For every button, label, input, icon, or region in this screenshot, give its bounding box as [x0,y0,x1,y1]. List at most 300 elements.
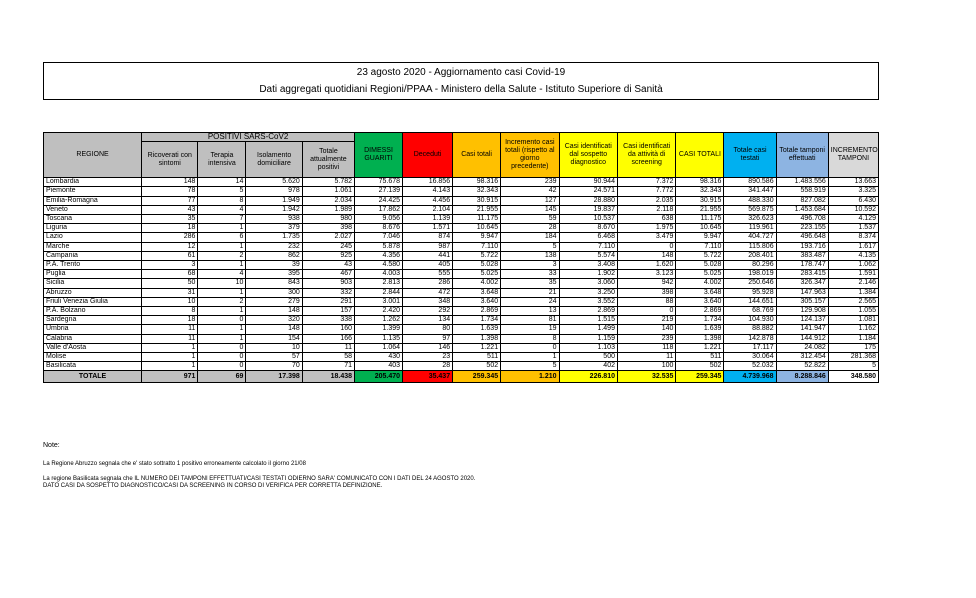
cell-sospetto: 1.515 [559,316,617,325]
col-header-casi-totali-2: CASI TOTALI [676,133,724,178]
cell-incremento-tamponi: 1.162 [828,325,878,334]
cell-tamponi: 326.347 [776,279,828,288]
cell-regione: Lombardia [44,178,142,187]
cell-testati: 80.296 [724,261,776,270]
cell-regione: P.A. Trento [44,261,142,270]
table-row [44,325,879,334]
cell-deceduti: 472 [403,288,453,297]
cell-deceduti: 146 [403,343,453,352]
cell-isolamento: 10 [246,343,302,352]
cell-totale-positivi: 925 [302,251,354,260]
col-header-dimessi: DIMESSI GUARITI [355,133,403,178]
cell-ricoverati: 18 [142,224,198,233]
cell-incremento: 33 [501,270,559,279]
cell-testati: 104.930 [724,316,776,325]
cell-casi-totali: 9.947 [453,233,501,242]
cell-dimessi: 17.862 [355,205,403,214]
cell-totale-positivi: 1.061 [302,187,354,196]
cell-dimessi: 5.878 [355,242,403,251]
table-row [44,215,879,224]
cell-incremento-tamponi: 1.055 [828,307,878,316]
cell-terapia: 2 [198,251,246,260]
cell-sospetto: 3.408 [559,261,617,270]
cell-regione: Umbria [44,325,142,334]
cell-deceduti: 1.571 [403,224,453,233]
cell-isolamento: 938 [246,215,302,224]
cell-incremento-tamponi: 1.081 [828,316,878,325]
cell-screening: 2.035 [617,196,675,205]
cell-terapia: 0 [198,353,246,362]
cell-casi-totali-2: 2.869 [676,307,724,316]
cell-testati: 88.882 [724,325,776,334]
cell-deceduti: 555 [403,270,453,279]
cell-dimessi: 75.678 [355,178,403,187]
cell-tamponi: 1.453.684 [776,205,828,214]
cell-incremento: 3 [501,261,559,270]
cell-tamponi: 124.137 [776,316,828,325]
cell-casi-totali: 98.316 [453,178,501,187]
cell-casi-totali-2: 10.645 [676,224,724,233]
cell-casi-totali: 7.110 [453,242,501,251]
cell-totale-positivi: 166 [302,334,354,343]
cell-dimessi: 403 [355,362,403,371]
table-row [44,187,879,196]
cell-incremento: 42 [501,187,559,196]
cell-incremento: 59 [501,215,559,224]
cell-ricoverati: 11 [142,334,198,343]
cell-tamponi: 129.908 [776,307,828,316]
col-header-deceduti: Deceduti [403,133,453,178]
table-row [44,343,879,352]
col-header-incremento-tamponi: INCREMENTO TAMPONI [828,133,878,178]
positivi-group-header: POSITIVI SARS-CoV2 [142,133,355,142]
table-row [44,316,879,325]
cell-casi-totali-2: 98.316 [676,178,724,187]
cell-totale-positivi: 903 [302,279,354,288]
cell-tamponi: 827.082 [776,196,828,205]
cell-ricoverati: 1 [142,343,198,352]
cell-screening: 7.772 [617,187,675,196]
cell-casi-totali-2: 21.955 [676,205,724,214]
cell-terapia: 5 [198,187,246,196]
cell-tamponi: 496.708 [776,215,828,224]
cell-tamponi: 24.082 [776,343,828,352]
cell-regione: P.A. Bolzano [44,307,142,316]
cell-sospetto: 3.060 [559,279,617,288]
cell-tamponi: 193.716 [776,242,828,251]
cell-totale-positivi: 467 [302,270,354,279]
cell-sospetto: 7.110 [559,242,617,251]
cell-regione: Sardegna [44,316,142,325]
cell-incremento-tamponi: 281.368 [828,353,878,362]
cell-dimessi: 4.356 [355,251,403,260]
cell-isolamento: 148 [246,307,302,316]
cell-tamponi: 558.919 [776,187,828,196]
cell-ricoverati: 8 [142,307,198,316]
cell-incremento-tamponi: 5 [828,362,878,371]
total-cell-tamponi: 8.288.846 [776,371,828,383]
cell-incremento-tamponi: 8.374 [828,233,878,242]
cell-incremento-tamponi: 6.430 [828,196,878,205]
cell-sospetto: 90.944 [559,178,617,187]
table-row [44,307,879,316]
cell-regione: Marche [44,242,142,251]
cell-testati: 17.117 [724,343,776,352]
cell-deceduti: 987 [403,242,453,251]
cell-incremento-tamponi: 1.617 [828,242,878,251]
cell-casi-totali-2: 3.648 [676,288,724,297]
cell-casi-totali-2: 7.110 [676,242,724,251]
cell-casi-totali-2: 5.025 [676,270,724,279]
cell-incremento: 5 [501,242,559,251]
cell-screening: 0 [617,242,675,251]
table-row [44,261,879,270]
cell-casi-totali: 5.025 [453,270,501,279]
col-header-tamponi: Totale tamponi effettuati [776,133,828,178]
col-header-screening: Casi identificati da attività di screening [617,133,675,178]
table-row [44,224,879,233]
report-date-title: 23 agosto 2020 - Aggiornamento casi Covid-19 [356,67,566,78]
cell-deceduti: 292 [403,307,453,316]
cell-totale-positivi: 58 [302,353,354,362]
col-header-terapia: Terapia intensiva [198,142,246,178]
cell-isolamento: 57 [246,353,302,362]
cell-screening: 11 [617,353,675,362]
cell-regione: Sicilia [44,279,142,288]
cell-deceduti: 97 [403,334,453,343]
cell-terapia: 0 [198,362,246,371]
cell-deceduti: 441 [403,251,453,260]
cell-dimessi: 1.135 [355,334,403,343]
cell-casi-totali: 1.398 [453,334,501,343]
report-title-box [43,62,879,100]
cell-testati: 30.064 [724,353,776,362]
cell-tamponi: 1.483.556 [776,178,828,187]
cell-dimessi: 24.425 [355,196,403,205]
cell-casi-totali: 10.645 [453,224,501,233]
cell-casi-totali-2: 30.915 [676,196,724,205]
cell-ricoverati: 1 [142,362,198,371]
cell-totale-positivi: 71 [302,362,354,371]
total-cell-totale-positivi: 18.438 [302,371,354,383]
cell-incremento-tamponi: 1.591 [828,270,878,279]
cell-dimessi: 1.262 [355,316,403,325]
cell-incremento-tamponi: 1.062 [828,261,878,270]
cell-isolamento: 148 [246,325,302,334]
cell-terapia: 6 [198,233,246,242]
cell-deceduti: 405 [403,261,453,270]
cell-incremento-tamponi: 3.325 [828,187,878,196]
cell-sospetto: 1.902 [559,270,617,279]
cell-ricoverati: 78 [142,187,198,196]
notes-section [43,442,643,490]
cell-sospetto: 3.250 [559,288,617,297]
cell-deceduti: 1.139 [403,215,453,224]
cell-dimessi: 4.580 [355,261,403,270]
cell-totale-positivi: 43 [302,261,354,270]
cell-screening: 0 [617,307,675,316]
col-header-incremento: Incremento casi totali (rispetto al giorno precedente) [501,133,559,178]
cell-totale-positivi: 2.027 [302,233,354,242]
cell-terapia: 4 [198,205,246,214]
cell-casi-totali-2: 32.343 [676,187,724,196]
cell-incremento: 145 [501,205,559,214]
cell-isolamento: 232 [246,242,302,251]
cell-casi-totali: 1.639 [453,325,501,334]
cell-screening: 148 [617,251,675,260]
cell-tamponi: 383.487 [776,251,828,260]
cell-regione: Calabria [44,334,142,343]
cell-casi-totali-2: 1.639 [676,325,724,334]
cell-ricoverati: 50 [142,279,198,288]
table-row [44,297,879,306]
cell-incremento: 239 [501,178,559,187]
cell-incremento: 35 [501,279,559,288]
cell-sospetto: 1.499 [559,325,617,334]
cell-testati: 198.019 [724,270,776,279]
cell-sospetto: 3.552 [559,297,617,306]
cell-incremento-tamponi: 4.129 [828,215,878,224]
total-cell-screening: 32.535 [617,371,675,383]
col-header-totale-positivi: Totale attualmente positivi [302,142,354,178]
table-body [44,178,879,383]
cell-casi-totali: 3.648 [453,288,501,297]
total-cell-casi-totali-2: 259.345 [676,371,724,383]
cell-terapia: 1 [198,325,246,334]
cell-isolamento: 70 [246,362,302,371]
cell-testati: 144.651 [724,297,776,306]
cell-screening: 88 [617,297,675,306]
cell-terapia: 14 [198,178,246,187]
table-row [44,279,879,288]
cell-casi-totali: 5.028 [453,261,501,270]
table-row [44,334,879,343]
cell-deceduti: 874 [403,233,453,242]
cell-testati: 115.806 [724,242,776,251]
cell-terapia: 0 [198,343,246,352]
table-row [44,242,879,251]
cell-terapia: 1 [198,307,246,316]
cell-testati: 52.032 [724,362,776,371]
cell-incremento: 13 [501,307,559,316]
cell-ricoverati: 12 [142,242,198,251]
total-cell-sospetto: 226.810 [559,371,617,383]
cell-deceduti: 134 [403,316,453,325]
cell-ricoverati: 1 [142,353,198,362]
table-row [44,196,879,205]
cell-dimessi: 8.676 [355,224,403,233]
cell-ricoverati: 35 [142,215,198,224]
cell-incremento-tamponi: 1.184 [828,334,878,343]
cell-ricoverati: 286 [142,233,198,242]
cell-incremento: 21 [501,288,559,297]
cell-incremento: 138 [501,251,559,260]
col-header-sospetto: Casi identificati dal sospetto diagnostico [559,133,617,178]
cell-terapia: 1 [198,261,246,270]
cell-incremento-tamponi: 10.592 [828,205,878,214]
cell-terapia: 4 [198,270,246,279]
cell-dimessi: 3.001 [355,297,403,306]
cell-casi-totali: 1.734 [453,316,501,325]
cell-dimessi: 2.844 [355,288,403,297]
cell-ricoverati: 11 [142,325,198,334]
cell-incremento-tamponi: 2.146 [828,279,878,288]
cell-screening: 7.372 [617,178,675,187]
total-cell-ricoverati: 971 [142,371,198,383]
cell-isolamento: 978 [246,187,302,196]
cell-isolamento: 300 [246,288,302,297]
cell-regione: Lazio [44,233,142,242]
cell-dimessi: 7.046 [355,233,403,242]
cell-terapia: 1 [198,288,246,297]
cell-sospetto: 1.103 [559,343,617,352]
cell-screening: 3.123 [617,270,675,279]
total-cell-regione: TOTALE [44,371,142,383]
cell-isolamento: 39 [246,261,302,270]
cell-sospetto: 24.571 [559,187,617,196]
cell-sospetto: 2.869 [559,307,617,316]
cell-terapia: 7 [198,215,246,224]
notes-heading: Note: [43,442,60,449]
cell-deceduti: 4.143 [403,187,453,196]
cell-casi-totali-2: 9.947 [676,233,724,242]
cell-terapia: 10 [198,279,246,288]
cell-testati: 890.586 [724,178,776,187]
cell-screening: 942 [617,279,675,288]
cell-screening: 1.975 [617,224,675,233]
cell-isolamento: 320 [246,316,302,325]
cell-sospetto: 1.159 [559,334,617,343]
table-row [44,178,879,187]
cell-casi-totali: 1.221 [453,343,501,352]
cell-sospetto: 5.574 [559,251,617,260]
total-cell-casi-totali: 259.345 [453,371,501,383]
cell-casi-totali-2: 502 [676,362,724,371]
cell-ricoverati: 3 [142,261,198,270]
cell-sospetto: 402 [559,362,617,371]
cell-deceduti: 348 [403,297,453,306]
cell-casi-totali-2: 11.175 [676,215,724,224]
cell-regione: Toscana [44,215,142,224]
cell-incremento: 19 [501,325,559,334]
cell-totale-positivi: 332 [302,288,354,297]
col-header-regione: REGIONE [44,133,142,178]
cell-ricoverati: 61 [142,251,198,260]
col-header-casi-totali: Casi totali [453,133,501,178]
note-basilicata-2: DATO CASI DA SOSPETTO DIAGNOSTICO/CASI DA SCREENING IN CORSO DI VERIFICA PER CORRETTA DEFINIZIONE. [43,483,383,489]
cell-terapia: 1 [198,224,246,233]
cell-totale-positivi: 398 [302,224,354,233]
cell-terapia: 2 [198,297,246,306]
cell-totale-positivi: 5.782 [302,178,354,187]
cell-regione: Liguria [44,224,142,233]
cell-casi-totali: 502 [453,362,501,371]
cell-isolamento: 379 [246,224,302,233]
cell-casi-totali: 511 [453,353,501,362]
cell-regione: Valle d'Aosta [44,343,142,352]
cell-tamponi: 312.454 [776,353,828,362]
col-header-isolamento: Isolamento domiciliare [246,142,302,178]
cell-ricoverati: 18 [142,316,198,325]
cell-casi-totali-2: 5.028 [676,261,724,270]
cell-incremento: 81 [501,316,559,325]
cell-testati: 95.928 [724,288,776,297]
cell-casi-totali-2: 1.221 [676,343,724,352]
total-cell-terapia: 69 [198,371,246,383]
cell-screening: 118 [617,343,675,352]
cell-incremento: 8 [501,334,559,343]
cell-casi-totali: 4.002 [453,279,501,288]
report-subtitle: Dati aggregati quotidiani Regioni/PPAA - Ministero della Salute - Istituto Superiore di Sanità [259,84,663,95]
cell-tamponi: 305.157 [776,297,828,306]
cell-casi-totali-2: 5.722 [676,251,724,260]
cell-testati: 142.878 [724,334,776,343]
table-row [44,251,879,260]
cell-regione: Puglia [44,270,142,279]
cell-casi-totali: 5.722 [453,251,501,260]
cell-regione: Molise [44,353,142,362]
cell-totale-positivi: 160 [302,325,354,334]
cell-deceduti: 4.456 [403,196,453,205]
col-header-ricoverati: Ricoverati con sintomi [142,142,198,178]
cell-incremento: 184 [501,233,559,242]
cell-terapia: 1 [198,242,246,251]
cell-screening: 100 [617,362,675,371]
cell-ricoverati: 43 [142,205,198,214]
total-cell-dimessi: 205.470 [355,371,403,383]
cell-deceduti: 23 [403,353,453,362]
cell-ricoverati: 68 [142,270,198,279]
note-abruzzo: La Regione Abruzzo segnala che e' stato sottratto 1 positivo erroneamente calcolato il giorno 21/08 [43,461,306,467]
cell-totale-positivi: 11 [302,343,354,352]
cell-incremento: 0 [501,343,559,352]
cell-casi-totali-2: 511 [676,353,724,362]
cell-tamponi: 52.822 [776,362,828,371]
cell-casi-totali-2: 4.002 [676,279,724,288]
cell-terapia: 8 [198,196,246,205]
cell-incremento: 5 [501,362,559,371]
cell-screening: 219 [617,316,675,325]
cell-isolamento: 862 [246,251,302,260]
cell-dimessi: 9.056 [355,215,403,224]
total-cell-incremento: 1.210 [501,371,559,383]
cell-regione: Emilia-Romagna [44,196,142,205]
cell-terapia: 1 [198,334,246,343]
cell-testati: 404.727 [724,233,776,242]
cell-ricoverati: 31 [142,288,198,297]
cell-incremento: 28 [501,224,559,233]
cell-dimessi: 1.064 [355,343,403,352]
cell-deceduti: 28 [403,362,453,371]
cell-deceduti: 16.856 [403,178,453,187]
cell-totale-positivi: 2.034 [302,196,354,205]
cell-totale-positivi: 338 [302,316,354,325]
cell-incremento-tamponi: 13.663 [828,178,878,187]
table-row [44,233,879,242]
cell-incremento: 1 [501,353,559,362]
cell-screening: 3.479 [617,233,675,242]
cell-incremento: 127 [501,196,559,205]
cell-dimessi: 27.139 [355,187,403,196]
cell-testati: 488.330 [724,196,776,205]
cell-incremento-tamponi: 2.565 [828,297,878,306]
cell-terapia: 0 [198,316,246,325]
cell-deceduti: 286 [403,279,453,288]
total-cell-testati: 4.739.968 [724,371,776,383]
total-cell-deceduti: 35.437 [403,371,453,383]
cell-sospetto: 6.468 [559,233,617,242]
cell-testati: 341.447 [724,187,776,196]
